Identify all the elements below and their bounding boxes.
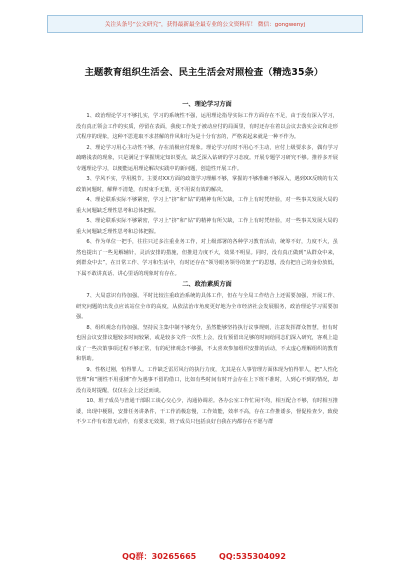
footer-qq: QQ:535304092 [219, 552, 286, 561]
paragraph-8: 8、组织观念有待加强。坚持民主集中制不够充分，虽然能够坚持执行议事规则，注意发挥群众智慧，但有时也因会议安排议题较多时间较紧，或是较多文件一次性上会，没有预留出足够的时间给同志们深入研究，客观上造成了一些决策事项过程不够正常，有的纪律观念不够强，不太喜欢参加组织安排的活动，不太虚心理解组织的教育和帮助。 [76, 324, 338, 362]
paragraph-3: 3、学风不实，学用脱节。主要对XX方面的政策学习理解不够，掌握的不够准确不够深入，遇到XX反映的有关政策问题时，解释不清楚，有时束手无策，更不用说有效的解决。 [76, 176, 338, 193]
document-title: 主题教育组织生活会、民主生活会对照检查（精选35条） [84, 67, 324, 78]
promo-banner: 关注头条号“公文研究”，获得最新最全最专业的公文资料库！ 微信：gongwenyj [47, 15, 363, 33]
footer-contact [0, 551, 408, 562]
paragraph-4: 4、理论联系实际不够紧密，学习上“挤”和“钻”的精神有所欠缺，工作上有时凭经验，对一些事关发展大局的重大问题缺乏理性思考和总体把握。 [76, 197, 338, 214]
paragraph-7: 7、大局意识有待加强。平时比较注重政治系统的具体工作，但在与全局工作结合上还需要加强，开展工作、研究问题的出发点应该站位全市的高度，从依法治市角度更好地为全市经济社会发展服务，政治理论学习需要加强。 [76, 293, 338, 320]
footer-qq-group: QQ群：30265665 [122, 552, 197, 561]
section-heading-theory: 一、理论学习方面 [182, 101, 232, 108]
paragraph-9: 9、性格过刚，怕得罪人。工作缺乏雷厉风行的执行力度，尤其是在人事管理方面体现为怕得罪人，把“人性化管理”和“刚性不用重锤”作为遇事不留的借口，比如有些时间有时开会存在上下班不准时，人到心不到的情况，却没有及时提醒，仅仅在会上泛泛而谈。 [76, 366, 338, 394]
paragraph-2: 2、理论学习用心主动性不够，存在消极应付现象。理论学习有时不用心不主动，应付上级要求多，偶有学习疏略浅表的现象，只是满足于掌握规定知识要点，缺乏深入钻研的学习态度。开展专题学习研究不够。推荐多开展专题理论学习，以便能运用理论解决实践中的新问题，创造性开展工作。 [76, 144, 338, 172]
document-body [76, 99, 338, 428]
paragraph-10: 10、班子成员与普通干部职工谈心交心少，沟通协调差。各办公室工作忙闲不均，相互配合不够，有时相互推诿，出现中梗阻，安排任务讲条件，干工作消极怠慢，工作效能，效率不高，存在工作推诿多，督促检查少，致使不少工作有布置无动作，有要求无效果，班子成员只包括良好自我在内都存在不愿与群 [76, 398, 338, 425]
paragraph-5: 5、理论联系实际不够紧密，学习上“挤”和“钻”的精神有所欠缺，工作上有时凭经验，对一些事关发展大局的重大问题缺乏理性思考和总体把握。 [76, 218, 338, 235]
paragraph-6: 6、作为单位一把手，往往只过多注重业务工作，对上级部署的各种学习教育活动，统筹不好，力度不大，虽然也提出了一些见解辅针，灵活安排的措施，但推进力度不大，效果不明显。同时，没有真正做到“从群众中来，到群众中去”，在日常工作、学习和生活中，有时还存在“领导眼务领导的架子”的思想，没有把自己的身份放低，下属不敢讲真话、讲心里话的现象时有存在。 [76, 239, 338, 277]
paragraph-1: 1、政治理论学习不够扎实，学习的系统性不强，运用理论指导实际工作方面存在不足，由于没有深入学习，没有真正领会工作的实质，停留在表面，我使工作处于被动应付的局面里，有时还存在着以会议去落实会议和走形式程序的现象，这种不思进取不求甚解的作风和行为是十分有害的，严格说起来就是一种不作为。 [76, 113, 338, 140]
section-heading-political: 二、政治素质方面 [182, 281, 232, 288]
